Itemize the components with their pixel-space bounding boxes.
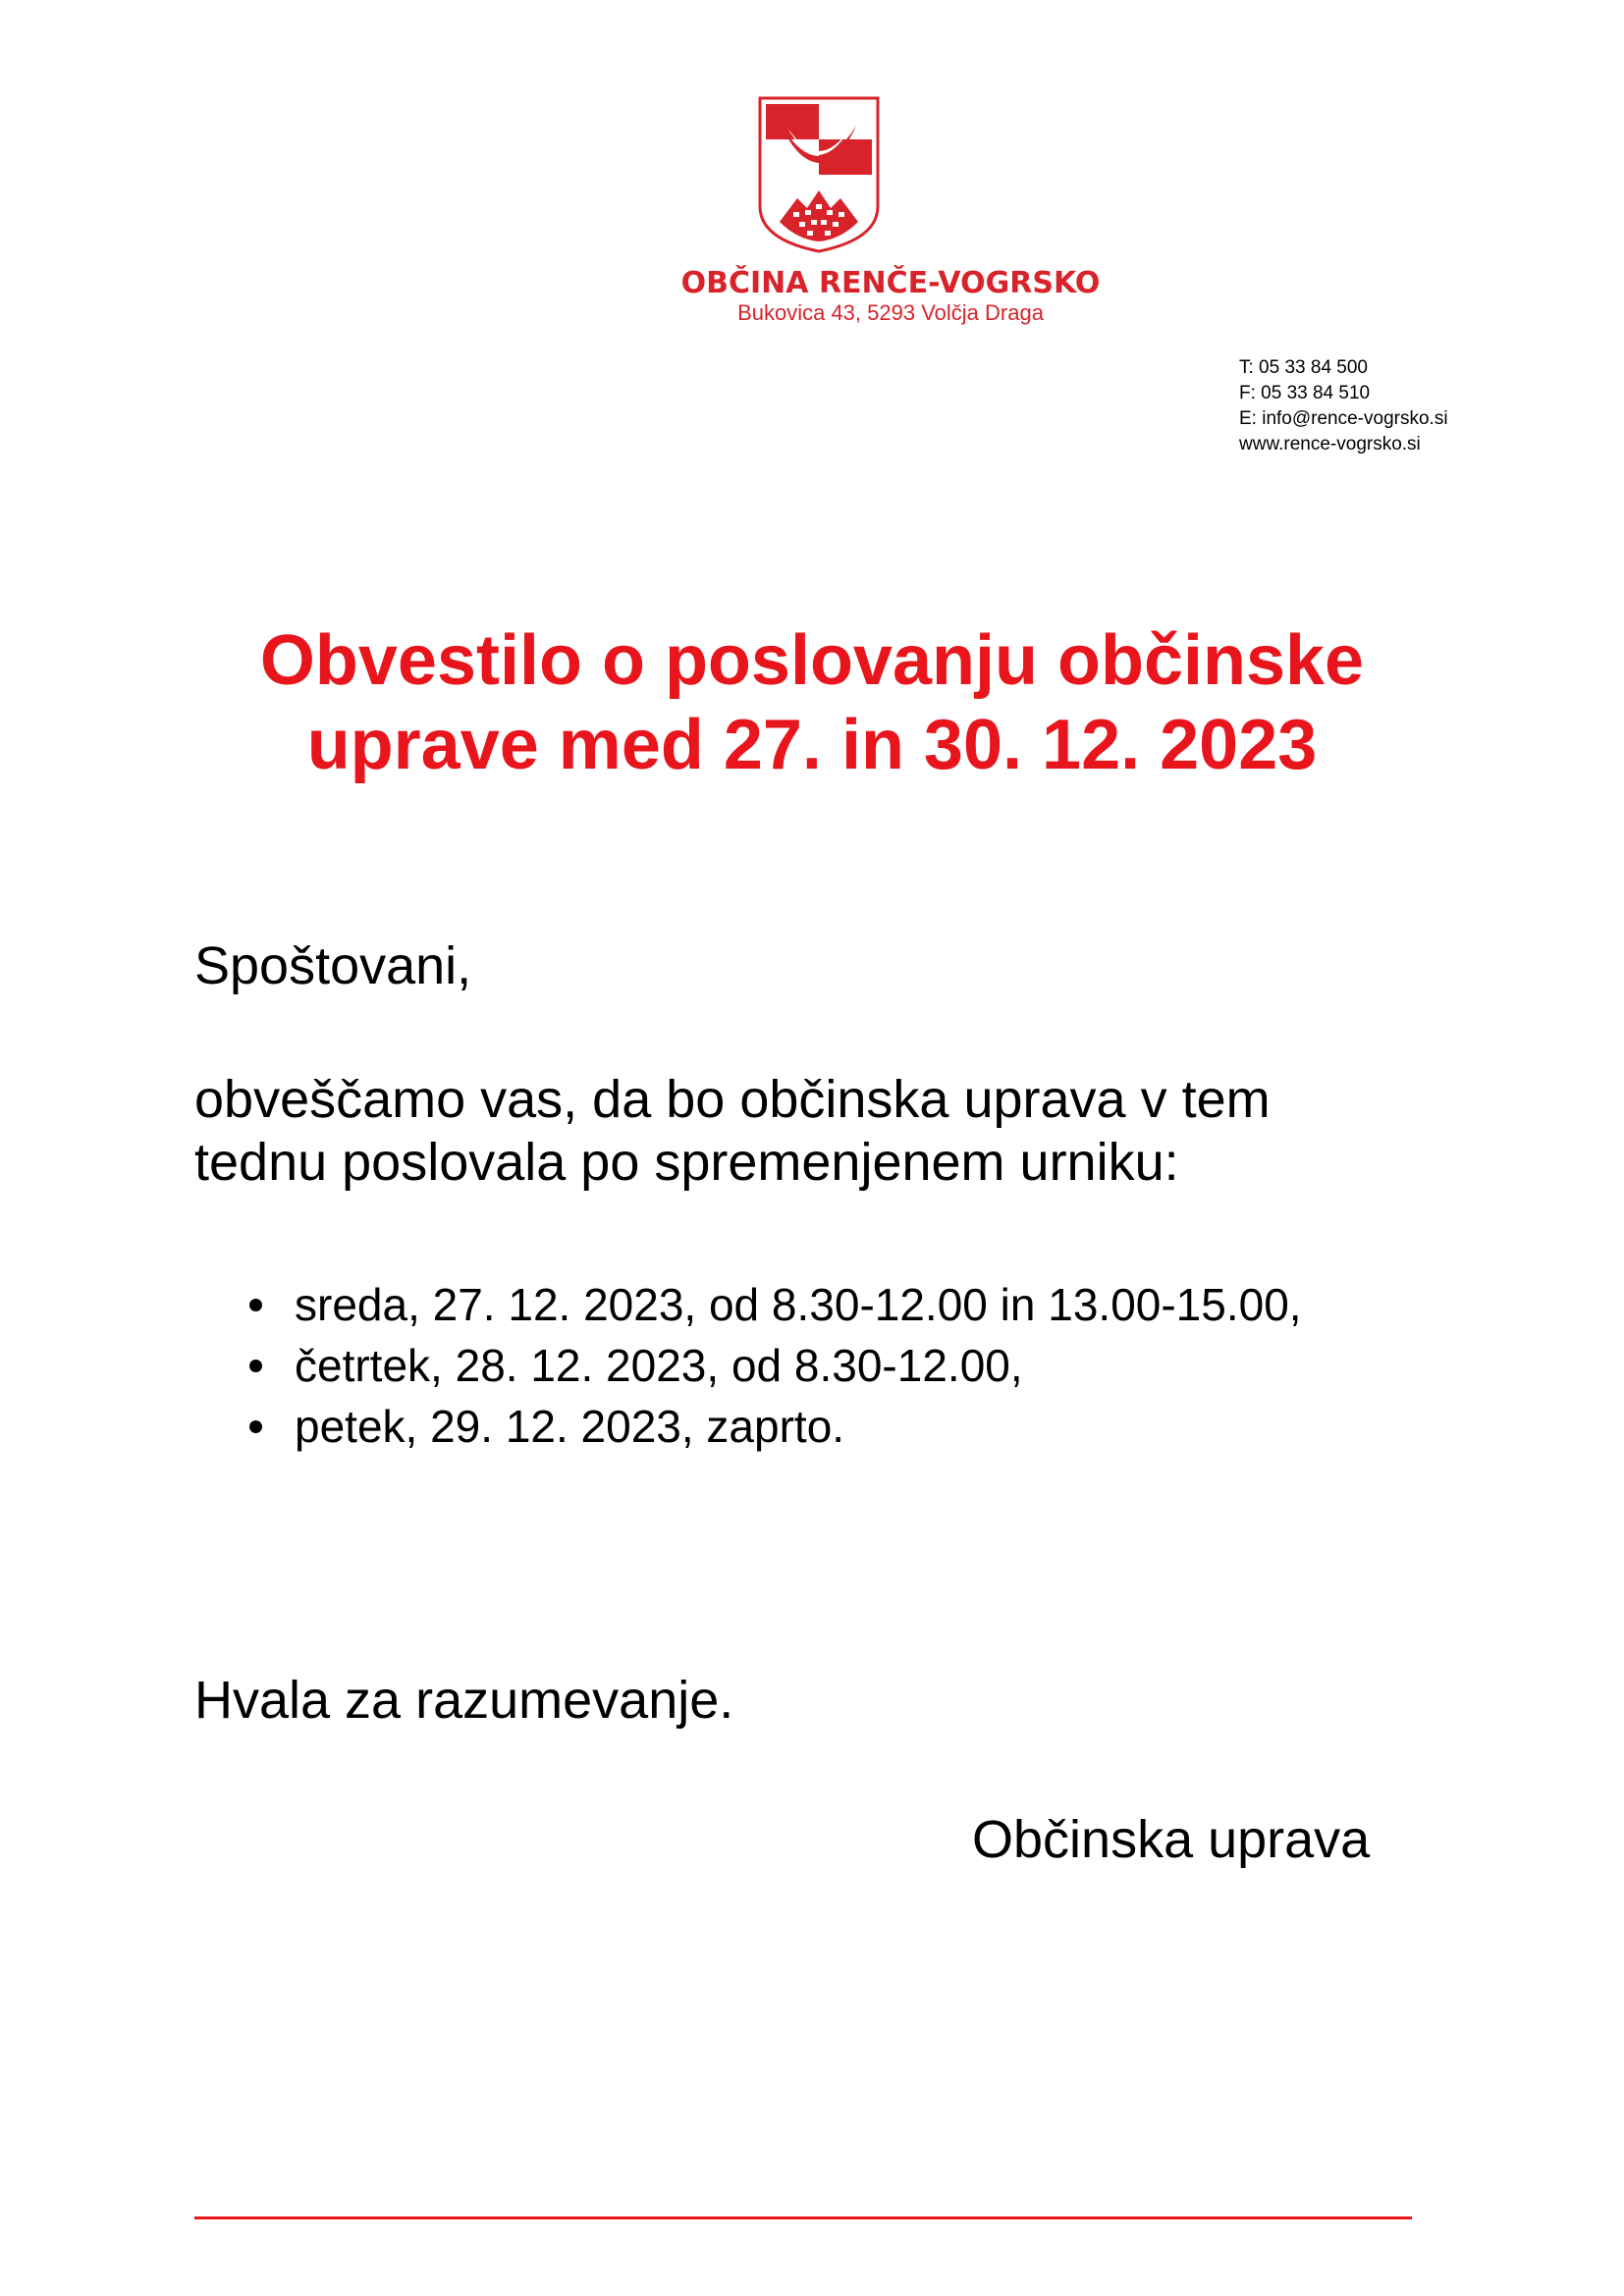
municipality-name: OBČINA RENČE-VOGRSKO xyxy=(680,266,1101,300)
footer-divider xyxy=(194,2216,1412,2219)
schedule-item-text: sreda, 27. 12. 2023, od 8.30-12.00 in 13.00-15.00, xyxy=(295,1279,1302,1330)
contact-block xyxy=(1239,355,1448,457)
signature: Občinska uprava xyxy=(972,1810,1371,1869)
schedule-item xyxy=(244,1335,1302,1396)
notice-title-line-2: uprave med 27. in 30. 12. 2023 xyxy=(306,706,1318,784)
bullet-icon xyxy=(249,1420,262,1433)
schedule-item xyxy=(244,1274,1302,1335)
bullet-icon xyxy=(249,1360,262,1372)
bullet-icon xyxy=(249,1299,262,1311)
contact-phone: T: 05 33 84 500 xyxy=(1239,357,1368,378)
intro-line-1: obveščamo vas, da bo občinska uprava v tem xyxy=(194,1070,1271,1129)
schedule-list xyxy=(244,1274,1302,1457)
contact-website: www.rence-vogrsko.si xyxy=(1239,434,1421,454)
closing-thanks: Hvala za razumevanje. xyxy=(194,1671,734,1730)
intro-paragraph xyxy=(194,1068,1471,1194)
notice-title-line-1: Obvestilo o poslovanju občinske xyxy=(259,621,1365,700)
notice-title xyxy=(0,618,1624,787)
coat-of-arms-logo xyxy=(758,96,880,253)
schedule-item-text: četrtek, 28. 12. 2023, od 8.30-12.00, xyxy=(295,1340,1023,1391)
schedule-item-text: petek, 29. 12. 2023, zaprto. xyxy=(295,1401,845,1452)
contact-fax: F: 05 33 84 510 xyxy=(1239,383,1371,403)
intro-line-2: tednu poslovala po spremenjenem urniku: xyxy=(194,1133,1179,1192)
schedule-item xyxy=(244,1396,1302,1457)
municipality-address: Bukovica 43, 5293 Volčja Draga xyxy=(737,300,1044,325)
salutation: Spoštovani, xyxy=(194,936,472,995)
contact-email: E: info@rence-vogrsko.si xyxy=(1239,408,1448,429)
